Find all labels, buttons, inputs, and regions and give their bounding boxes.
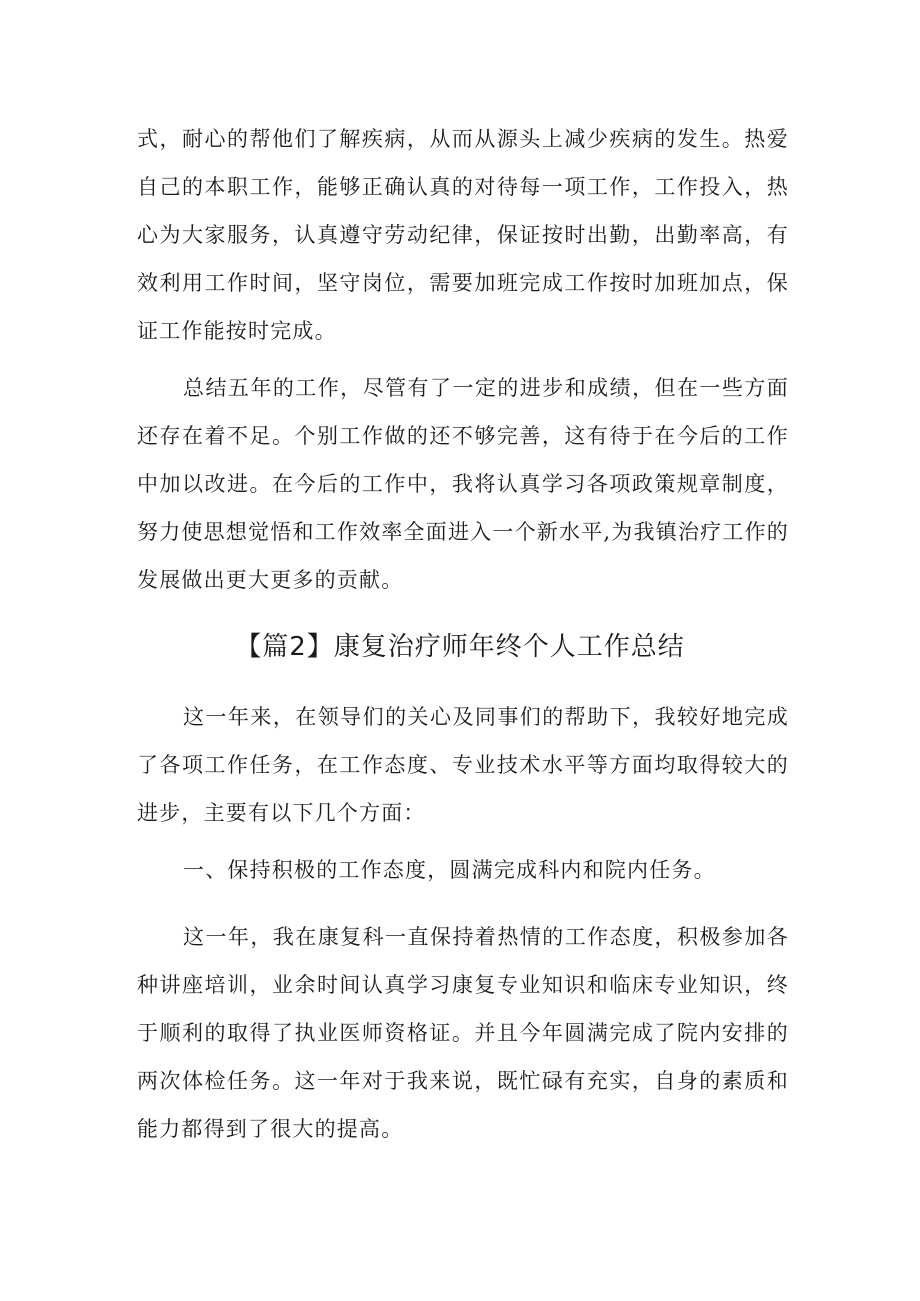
paragraph-continuation: 式，耐心的帮他们了解疾病，从而从源头上减少疾病的发生。热爱自己的本职工作，能够正确认真的对待每一项工作，工作投入，热心为大家服务，认真遵守劳动纪律，保证按时出勤，出勤率高，有效利用工作时间，坚守岗位，需要加班完成工作按时加班加点，保证工作能按时完成。 [137,127,789,343]
paragraph-summary: 总结五年的工作，尽管有了一定的进步和成绩，但在一些方面还存在着不足。个别工作做的还不够完善，这有待于在今后的工作中加以改进。在今后的工作中，我将认真学习各项政策规章制度，努力使思想觉悟和工作效率全面进入一个新水平,为我镇治疗工作的发展做出更大更多的贡献。 [137,376,789,592]
paragraph-intro: 这一年来，在领导们的关心及同事们的帮助下，我较好地完成了各项工作任务，在工作态度、专业技术水平等方面均取得较大的进步，主要有以下几个方面： [137,705,789,825]
subheading-item-one: 一、保持积极的工作态度，圆满完成科内和院内任务。 [183,858,716,882]
paragraph-item-one-detail: 这一年，我在康复科一直保持着热情的工作态度，积极参加各种讲座培训，业余时间认真学习康复专业知识和临床专业知识，终于顺利的取得了执业医师资格证。并且今年圆满完成了院内安排的两次体检任务。这一年对于我来说，既忙碌有充实，自身的素质和能力都得到了很大的提高。 [137,925,789,1141]
section-heading: 【篇2】康复治疗师年终个人工作总结 [235,632,685,662]
